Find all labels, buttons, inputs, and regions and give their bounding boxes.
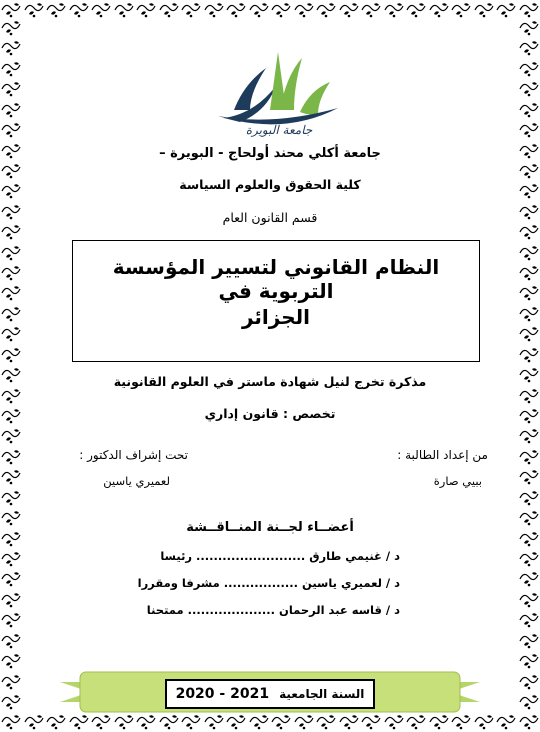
vine-ornament-icon bbox=[135, 0, 157, 20]
student-name: ببيي صارة bbox=[433, 474, 482, 488]
vine-ornament-icon bbox=[0, 0, 22, 20]
vine-ornament-icon bbox=[518, 345, 540, 365]
academic-year-value: 2020 - 2021 bbox=[175, 686, 270, 702]
vine-ornament-icon bbox=[0, 508, 22, 528]
vine-ornament-icon bbox=[518, 610, 540, 630]
vine-ornament-icon bbox=[0, 365, 22, 385]
memo-description: مذكرة تخرج لنيل شهادة ماستر في العلوم القانونية bbox=[113, 374, 427, 389]
vine-ornament-icon bbox=[518, 529, 540, 549]
vine-ornament-icon bbox=[518, 406, 540, 426]
vine-ornament-icon bbox=[0, 141, 22, 161]
jury-member-president: د / غنيمي طارق ......................... رئيسا bbox=[160, 549, 400, 563]
vine-ornament-icon bbox=[180, 0, 202, 20]
vine-ornament-icon bbox=[518, 283, 540, 303]
vine-ornament-icon bbox=[0, 202, 22, 222]
vine-ornament-icon bbox=[0, 529, 22, 549]
vine-ornament-icon bbox=[518, 426, 540, 446]
vine-ornament-icon bbox=[0, 651, 22, 671]
vine-ornament-icon bbox=[0, 672, 22, 692]
vine-ornament-icon bbox=[518, 59, 540, 79]
vine-ornament-icon bbox=[0, 386, 22, 406]
vine-ornament-icon bbox=[0, 263, 22, 283]
vine-ornament-icon bbox=[518, 549, 540, 569]
vine-ornament-icon bbox=[518, 651, 540, 671]
vine-ornament-icon bbox=[518, 202, 540, 222]
vine-ornament-icon bbox=[23, 712, 45, 732]
university-logo bbox=[214, 46, 344, 138]
vine-ornament-icon bbox=[428, 0, 450, 20]
vine-ornament-icon bbox=[518, 38, 540, 58]
thesis-title-box bbox=[72, 240, 480, 362]
vine-ornament-icon bbox=[0, 569, 22, 589]
vine-ornament-icon bbox=[518, 631, 540, 651]
vine-ornament-icon bbox=[0, 406, 22, 426]
supervisor-label: تحت إشراف الدكتور : bbox=[79, 448, 188, 462]
vine-ornament-icon bbox=[203, 0, 225, 20]
vine-ornament-icon bbox=[518, 467, 540, 487]
vine-ornament-icon bbox=[383, 0, 405, 20]
academic-year-label: السنة الجامعية bbox=[279, 687, 365, 701]
ornamental-border-top bbox=[0, 0, 540, 20]
vine-ornament-icon bbox=[518, 263, 540, 283]
academic-year-box bbox=[165, 679, 375, 709]
vine-ornament-icon bbox=[225, 0, 247, 20]
vine-ornament-icon bbox=[0, 120, 22, 140]
vine-ornament-icon bbox=[360, 0, 382, 20]
vine-ornament-icon bbox=[518, 181, 540, 201]
specialty: تخصص : قانون إداري bbox=[204, 406, 336, 421]
vine-ornament-icon bbox=[0, 631, 22, 651]
vine-ornament-icon bbox=[90, 0, 112, 20]
vine-ornament-icon bbox=[518, 141, 540, 161]
vine-ornament-icon bbox=[0, 79, 22, 99]
vine-ornament-icon bbox=[0, 426, 22, 446]
vine-ornament-icon bbox=[0, 447, 22, 467]
vine-ornament-icon bbox=[0, 549, 22, 569]
ornamental-border-right bbox=[518, 18, 540, 712]
vine-ornament-icon bbox=[518, 304, 540, 324]
vine-ornament-icon bbox=[0, 590, 22, 610]
vine-ornament-icon bbox=[518, 222, 540, 242]
vine-ornament-icon bbox=[518, 324, 540, 344]
vine-ornament-icon bbox=[518, 79, 540, 99]
vine-ornament-icon bbox=[315, 0, 337, 20]
vine-ornament-icon bbox=[0, 345, 22, 365]
vine-ornament-icon bbox=[518, 447, 540, 467]
vine-ornament-icon bbox=[248, 0, 270, 20]
vine-ornament-icon bbox=[0, 161, 22, 181]
vine-ornament-icon bbox=[45, 0, 67, 20]
vine-ornament-icon bbox=[0, 324, 22, 344]
vine-ornament-icon bbox=[518, 100, 540, 120]
vine-ornament-icon bbox=[518, 712, 540, 732]
vine-ornament-icon bbox=[518, 692, 540, 712]
vine-ornament-icon bbox=[270, 0, 292, 20]
vine-ornament-icon bbox=[518, 243, 540, 263]
vine-ornament-icon bbox=[0, 222, 22, 242]
vine-ornament-icon bbox=[495, 0, 517, 20]
vine-ornament-icon bbox=[0, 304, 22, 324]
vine-ornament-icon bbox=[518, 120, 540, 140]
university-name: جامعة أكلي محند أولحاج - البويرة – bbox=[159, 146, 381, 161]
vine-ornament-icon bbox=[405, 0, 427, 20]
vine-ornament-icon bbox=[0, 467, 22, 487]
vine-ornament-icon bbox=[518, 18, 540, 38]
supervisor-name: لعميري ياسين bbox=[103, 474, 170, 488]
vine-ornament-icon bbox=[518, 0, 540, 20]
vine-ornament-icon bbox=[518, 365, 540, 385]
vine-ornament-icon bbox=[518, 590, 540, 610]
vine-ornament-icon bbox=[0, 100, 22, 120]
vine-ornament-icon bbox=[473, 0, 495, 20]
vine-ornament-icon bbox=[518, 569, 540, 589]
vine-ornament-icon bbox=[0, 181, 22, 201]
logo-caption: جامعة البويرة bbox=[245, 123, 313, 137]
thesis-title-line-1: النظام القانوني لتسيير المؤسسة التربوية في bbox=[112, 255, 440, 303]
vine-ornament-icon bbox=[518, 386, 540, 406]
vine-ornament-icon bbox=[0, 283, 22, 303]
vine-ornament-icon bbox=[518, 161, 540, 181]
department-name: قسم القانون العام bbox=[222, 210, 318, 225]
faculty-name: كلية الحقوق والعلوم السياسة bbox=[179, 177, 361, 192]
jury-member-examiner: د / قاسه عبد الرحمان .................... ممتحنا bbox=[146, 603, 400, 617]
jury-title: أعضــاء لجــنة المنــاقــشة bbox=[186, 520, 354, 535]
vine-ornament-icon bbox=[518, 508, 540, 528]
vine-ornament-icon bbox=[68, 0, 90, 20]
vine-ornament-icon bbox=[518, 672, 540, 692]
vine-ornament-icon bbox=[450, 0, 472, 20]
vine-ornament-icon bbox=[518, 488, 540, 508]
vine-ornament-icon bbox=[0, 59, 22, 79]
vine-ornament-icon bbox=[0, 18, 22, 38]
vine-ornament-icon bbox=[0, 488, 22, 508]
thesis-title-line-2: الجزائر bbox=[241, 305, 311, 329]
vine-ornament-icon bbox=[158, 0, 180, 20]
vine-ornament-icon bbox=[495, 712, 517, 732]
vine-ornament-icon bbox=[0, 712, 22, 732]
ornamental-border-left bbox=[0, 18, 22, 712]
vine-ornament-icon bbox=[0, 610, 22, 630]
vine-ornament-icon bbox=[293, 0, 315, 20]
vine-ornament-icon bbox=[23, 0, 45, 20]
vine-ornament-icon bbox=[338, 0, 360, 20]
prepared-by-label: من إعداد الطالبة : bbox=[397, 448, 488, 462]
vine-ornament-icon bbox=[0, 38, 22, 58]
vine-ornament-icon bbox=[0, 692, 22, 712]
jury-member-supervisor: د / لعميري ياسين ................. مشرفا ومقررا bbox=[137, 576, 400, 590]
vine-ornament-icon bbox=[0, 243, 22, 263]
vine-ornament-icon bbox=[113, 0, 135, 20]
